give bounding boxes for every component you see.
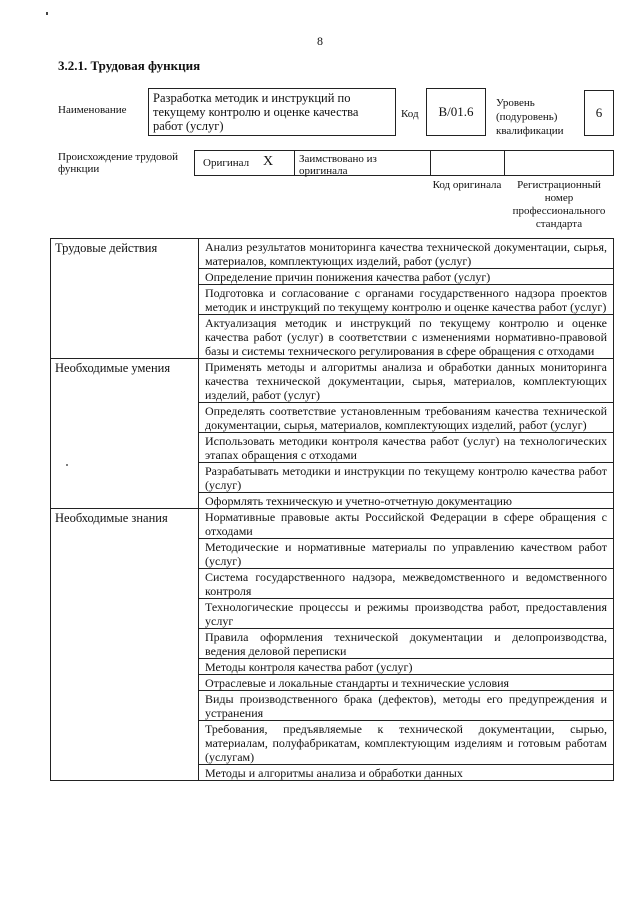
qualification-level-value: 6 [595, 105, 603, 120]
list-item: Нормативные правовые акты Российской Федерации в сфере обращения с отходами [199, 509, 613, 539]
borrowed-cell [295, 151, 431, 175]
function-name-box [148, 88, 396, 136]
function-details-table [50, 238, 614, 781]
original-label: Оригинал [203, 157, 250, 169]
list-item: Система государственного надзора, межведомственного и ведомственного контроля [199, 569, 613, 599]
section-items [199, 239, 614, 359]
list-item: Правила оформления технической документации и делопроизводства, ведения деловой переписки [199, 629, 613, 659]
origin-label: Происхождение трудовой функции [58, 151, 179, 175]
origin-row [194, 150, 614, 176]
list-item: Методы контроля качества работ (услуг) [199, 659, 613, 675]
borrowed-label: Заимствовано из оригинала [299, 153, 377, 177]
list-item: Использовать методики контроля качества работ (услуг) на технологических этапах обращения с отходами [199, 433, 613, 463]
original-mark: X [263, 154, 274, 169]
section-label: Необходимые умения [51, 359, 199, 509]
list-item: Анализ результатов мониторинга качества технической документации, сырья, материалов, комплектующих изделий, работ (услуг) [199, 239, 613, 269]
original-code-caption: Код оригинала [432, 179, 502, 191]
section-row-labor-actions [51, 239, 614, 359]
list-item: Методы и алгоритмы анализа и обработки данных [205, 766, 463, 780]
section-row-skills [51, 359, 614, 509]
list-item: Требования, предъявляемые к технической документации, сырью, материалам, полуфабрикатам, комплектующим изделиям и готовым работам (услугам) [199, 721, 613, 765]
list-item: Применять методы и алгоритмы анализа и обработки данных мониторинга качества технической документации, сырья, материалов, комплектующих изделий, работ (услуг) [199, 359, 613, 403]
list-item: Оформлять техническую и учетно-отчетную документацию [205, 494, 512, 508]
list-item: Разрабатывать методики и инструкции по текущему контролю качества работ (услуг) [199, 463, 613, 493]
original-cell [195, 151, 295, 175]
original-code-cell [431, 151, 505, 175]
list-item: Виды производственного брака (дефектов), методы его предупреждения и устранения [199, 691, 613, 721]
section-items [199, 359, 614, 509]
qualification-level-box [584, 90, 614, 136]
section-items [199, 509, 614, 781]
section-label: Необходимые знания [51, 509, 199, 781]
list-item: Технологические процессы и режимы производства работ, предоставления услуг [199, 599, 613, 629]
section-row-knowledge [51, 509, 614, 781]
reg-number-cell [505, 151, 613, 175]
list-item: Актуализация методик и инструкций по текущему контролю и оценке качества работ (услуг) в соответствии с изменениями нормативно-правовой базы и системы технического регулирования в сфере обращения с отходами [205, 316, 607, 358]
page-number: 8 [317, 34, 323, 48]
section-title: 3.2.1. Трудовая функция [58, 58, 201, 73]
list-item: Методические и нормативные материалы по управлению качеством работ (услуг) [199, 539, 613, 569]
code-box [426, 88, 486, 136]
scan-dot [66, 464, 68, 466]
list-item: Определение причин понижения качества работ (услуг) [199, 269, 613, 285]
function-name-value: Разработка методик и инструкций по текущему контролю и оценке качества работ (услуг) [153, 91, 359, 133]
code-label: Код [401, 108, 419, 120]
section-label: Трудовые действия [51, 239, 199, 359]
list-item: Отраслевые и локальные стандарты и технические условия [199, 675, 613, 691]
code-value: B/01.6 [438, 104, 474, 119]
list-item: Определять соответствие установленным требованиям качества технической документации, сырья, материалов, комплектующих изделий, работ (услуг) [199, 403, 613, 433]
reg-number-caption: Регистрационный номер профессионального стандарта [512, 179, 606, 230]
scan-mark [46, 12, 48, 15]
qualification-level-label: Уровень (подуровень) квалификации [496, 97, 564, 137]
list-item: Подготовка и согласование с органами государственного надзора проектов методик и инструкций по текущему контролю и оценке качества работ (услуг) [199, 285, 613, 315]
name-label: Наименование [58, 104, 127, 116]
